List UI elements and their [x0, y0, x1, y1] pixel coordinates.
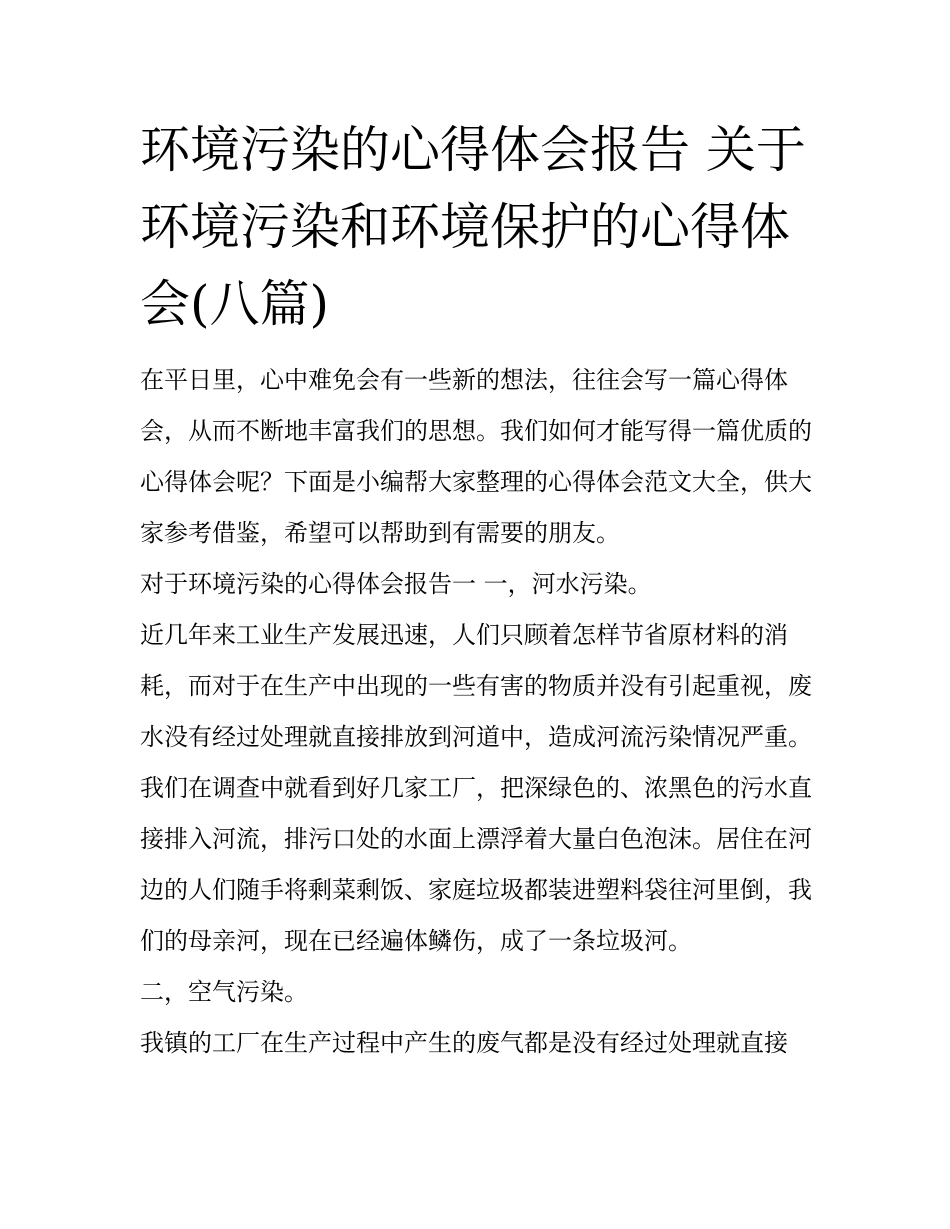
paragraph-water-pollution: 近几年来工业生产发展迅速，人们只顾着怎样节省原材料的消耗，而对于在生产中出现的一些有害的物质并没有引起重视，废水没有经过处理就直接排放到河道中，造成河流污染情况严重。我们在调查中就看到好几家工厂，把深绿色的、浓黑色的污水直接排入河流，排污口处的水面上漂浮着大量白色泡沫。居住在河边的人们随手将剩菜剩饭、家庭垃圾都装进塑料袋往河里倒，我们的母亲河，现在已经遍体鳞伤，成了一条垃圾河。: [140, 621, 812, 955]
document-title: 环境污染的心得体会报告 关于环境污染和环境保护的心得体会(八篇): [140, 121, 806, 333]
paragraph-section-heading-2: 二，空气污染。: [140, 978, 308, 1006]
paragraph-air-pollution: 我镇的工厂在生产过程中产生的废气都是没有经过处理就直接: [140, 1029, 788, 1057]
paragraph-section-heading-1: 对于环境污染的心得体会报告一 一，河水污染。: [140, 570, 652, 598]
document-body: [140, 355, 815, 1069]
paragraph-intro: 在平日里，心中难免会有一些新的想法，往往会写一篇心得体会，从而不断地丰富我们的思想。我们如何才能写得一篇优质的心得体会呢？下面是小编帮大家整理的心得体会范文大全，供大家参考借鉴，希望可以帮助到有需要的朋友。: [140, 366, 812, 547]
